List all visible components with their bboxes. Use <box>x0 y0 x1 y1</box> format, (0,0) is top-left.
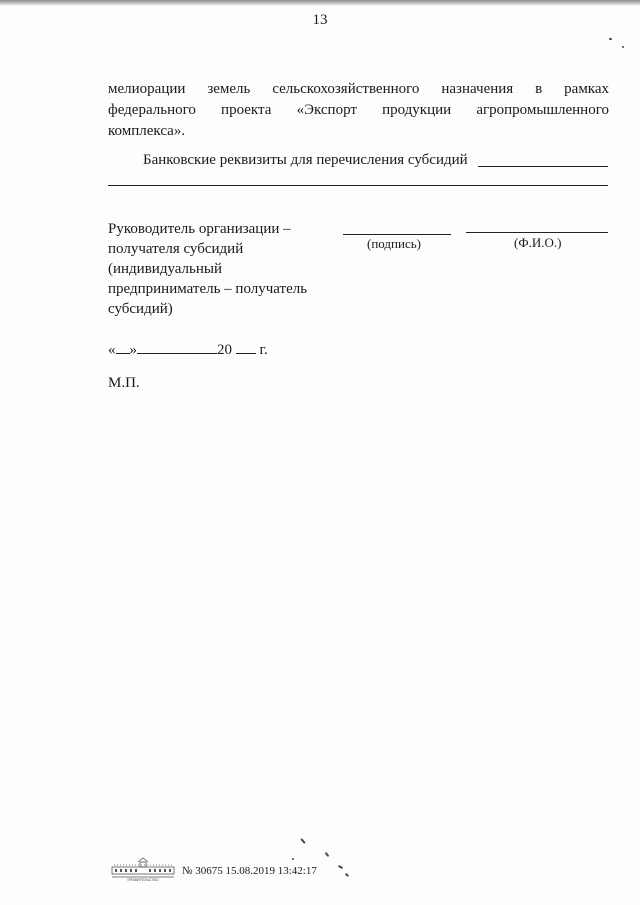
date-line <box>108 339 268 359</box>
word: продукции <box>382 102 452 118</box>
signature-blank <box>343 234 451 235</box>
head-label-line: (индивидуальный <box>108 261 223 277</box>
word: назначения <box>441 81 514 97</box>
bank-details-blank-full <box>108 185 608 186</box>
year-blank <box>236 339 256 354</box>
date-open-quote: « <box>108 342 116 358</box>
scan-speck <box>338 865 343 869</box>
head-label-line: получателя субсидий <box>108 241 244 257</box>
word: в <box>535 81 543 97</box>
scan-speck <box>325 852 330 857</box>
month-blank <box>137 339 217 354</box>
word: рамках <box>564 81 610 97</box>
date-close-quote: » <box>129 342 137 358</box>
word: мелиорации <box>108 81 186 97</box>
scan-speck <box>609 38 612 40</box>
bank-details-blank <box>478 166 608 167</box>
page-number: 13 <box>312 12 328 28</box>
scan-speck <box>292 858 294 860</box>
scan-speck <box>345 873 349 877</box>
government-stamp-logo <box>110 856 176 882</box>
year-suffix: г. <box>259 342 268 358</box>
name-caption: (Ф.И.О.) <box>514 235 562 250</box>
scan-speck <box>622 46 624 48</box>
word: федерального <box>108 102 196 118</box>
head-label-line: Руководитель организации – <box>108 221 291 237</box>
paragraph-line-2 <box>108 100 609 121</box>
word: земель <box>207 81 251 97</box>
registration-code: № 30675 15.08.2019 13:42:17 <box>182 865 317 877</box>
body-paragraph <box>108 79 609 142</box>
paragraph-line-3: комплекса». <box>108 123 186 139</box>
word: «Экспорт <box>296 102 357 118</box>
word: сельскохозяйственного <box>272 81 420 97</box>
word: проекта <box>221 102 272 118</box>
stamp-text: ПРАВИТЕЛЬСТВО <box>127 878 159 882</box>
paragraph-line-1 <box>108 79 609 100</box>
word: агропромышленного <box>476 102 609 118</box>
scan-speck <box>300 838 305 844</box>
head-label-line: предприниматель – получатель <box>108 281 308 297</box>
bank-details-label: Банковские реквизиты для перечисления субсидий <box>143 152 468 168</box>
year-prefix: 20 <box>217 342 232 358</box>
day-blank <box>116 339 130 354</box>
scan-top-edge <box>0 0 640 6</box>
seal-label: М.П. <box>108 375 140 391</box>
signature-caption: (подпись) <box>367 236 421 251</box>
head-of-organization-label <box>108 219 318 319</box>
head-label-line: субсидий) <box>108 301 173 317</box>
name-blank <box>466 232 608 233</box>
